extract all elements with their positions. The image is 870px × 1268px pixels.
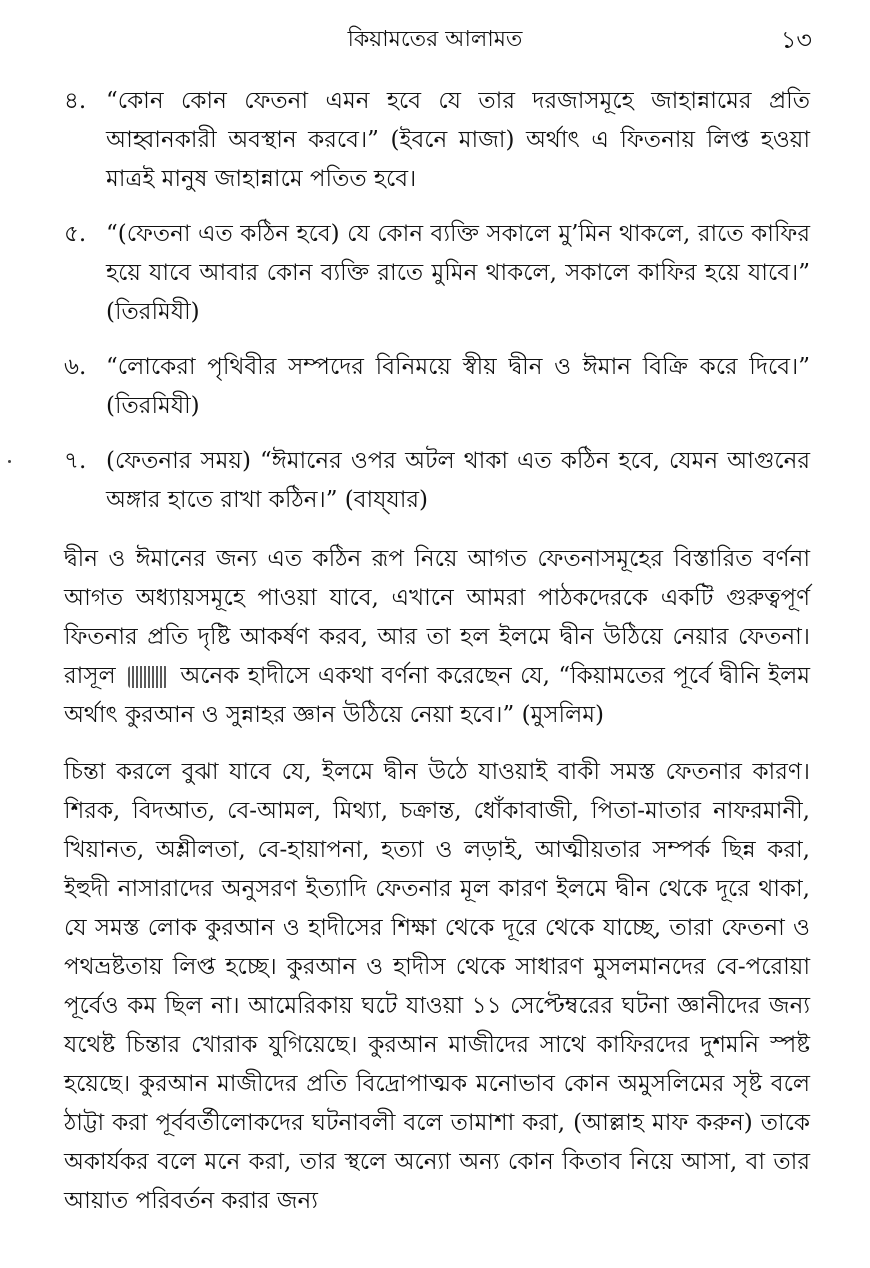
item-number: ৬. [64,354,87,380]
item-number: ৭. [64,448,87,474]
item-text: “লোকেরা পৃথিবীর সম্পদের বিনিময়ে স্বীয় দ্বীন ও ঈমান বিক্রি করে দিবে।” (তিরমিযী) [106,354,810,419]
running-header [0,22,870,62]
item-number: ৪. [64,88,87,114]
running-title: কিয়ামতের আলামত [347,27,523,52]
list-item [64,215,810,332]
page-number: ১৩ [780,26,812,54]
item-text: “(ফেতনা এত কঠিন হবে) যে কোন ব্যক্তি সকালে মু’মিন থাকলে, রাতে কাফির হয়ে যাবে আবার কোন ব্যক্তি রাতে মুমিন থাকলে, সকালে কাফির হয়ে যাবে।” (তিরমিযী) [106,221,810,325]
item-text: “কোন কোন ফেতনা এমন হবে যে তার দরজাসমূহে জাহান্নামের প্রতি আহ্বানকারী অবস্থান করবে।” (ইবনে মাজা) অর্থাৎ এ ফিতনায় লিপ্ত হওয়া মাত্রই মানুষ জাহান্নামে পতিত হবে। [106,88,810,192]
paragraph-text: দ্বীন ও ঈমানের জন্য এত কঠিন রূপ নিয়ে আগত ফেতনাসমূহের বিস্তারিত বর্ণনা আগত অধ্যায়সমূহে পাওয়া যাবে, এখানে আমরা পাঠকদেরকে একটি গুরুত্বপূর্ণ ফিতনার প্রতি দৃষ্টি আকর্ষণ করব, আর তা হল ইলমে দ্বীন উঠিয়ে নেয়ার ফেতনা। রাসূল [64,546,810,689]
scan-speck [8,460,11,463]
item-number: ৫. [64,221,87,247]
list-item [64,442,810,520]
paragraph-ilm [64,540,810,735]
list-item [64,82,810,199]
item-text: (ফেতনার সময়) “ঈমানের ওপর অটল থাকা এত কঠিন হবে, যেমন আগুনের অঙ্গার হাতে রাখা কঠিন।” (বায্‌যার) [106,448,810,513]
page-body [64,82,810,1239]
paragraph-text: অনেক হাদীসে একথা বর্ণনা করেছেন যে, “কিয়ামতের পূর্বে দ্বীনি ইলম অর্থাৎ কুরআন ও সুন্নাহর জ্ঞান উঠিয়ে নেয়া হবে।” (মুসলিম) [64,663,811,728]
list-item [64,348,810,426]
salutation-seal-icon [128,666,168,688]
paragraph-reflection: চিন্তা করলে বুঝা যাবে যে, ইলমে দ্বীন উঠে যাওয়াই বাকী সমস্ত ফেতনার কারণ। শিরক, বিদআত, বে-আমল, মিথ্যা, চক্রান্ত, ধোঁকাবাজী, পিতা-মাতার নাফরমানী, খিয়ানত, অশ্লীলতা, বে-হায়াপনা, হত্যা ও লড়াই, আত্মীয়তার সম্পর্ক ছিন্ন করা, ইহুদী নাসারাদের অনুসরণ ইত্যাদি ফেতনার মূল কারণ ইলমে দ্বীন থেকে দূরে থাকা, যে সমস্ত লোক কুরআন ও হাদীসের শিক্ষা থেকে দূরে থেকে যাচ্ছে, তারা ফেতনা ও পথভ্রষ্টতায় লিপ্ত হচ্ছে। কুরআন ও হাদীস থেকে সাধারণ মুসলমানদের বে-পরোয়া পূর্বেও কম ছিল না। আমেরিকায় ঘটে যাওয়া ১১ সেপ্টেম্বরের ঘটনা জ্ঞানীদের জন্য যথেষ্ট চিন্তার খোরাক যুগিয়েছে। কুরআন মাজীদের সাথে কাফিরদের দুশমনি স্পষ্ট হয়েছে। কুরআন মাজীদের প্রতি বিদ্রোপাত্মক মনোভাব কোন অমুসলিমের সৃষ্ট বলে ঠাট্টা করা পূর্ববর্তীলোকদের ঘটনাবলী বলে তামাশা করা, (আল্লাহ মাফ করুন) তাকে অকার্যকর বলে মনে করা, তার স্থলে অন্যো অন্য কোন কিতাব নিয়ে আসা, বা তার আয়াত পরিবর্তন করার জন্য [64,759,810,1214]
